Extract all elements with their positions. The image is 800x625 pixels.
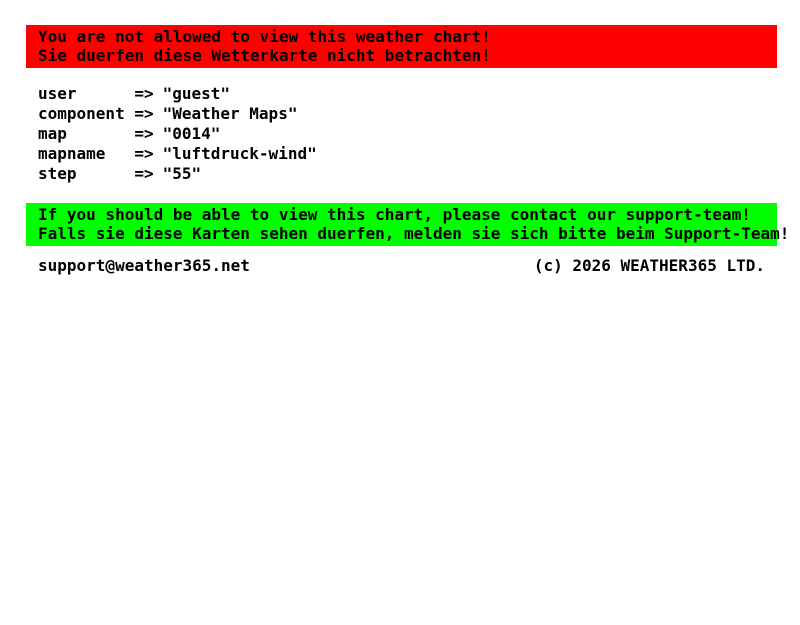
- error-message-en: You are not allowed to view this weather chart!: [38, 27, 491, 46]
- detail-row-user: [38, 84, 800, 104]
- arrow-glyph: =>: [134, 144, 154, 163]
- detail-value: "Weather Maps": [162, 104, 298, 123]
- detail-key: user: [38, 84, 77, 103]
- detail-row-map: [38, 124, 800, 144]
- detail-key: map: [38, 124, 67, 143]
- arrow-glyph: =>: [134, 84, 154, 103]
- footer: [26, 256, 777, 276]
- detail-value: "guest": [162, 84, 231, 103]
- error-message-de: Sie duerfen diese Wetterkarte nicht betrachten!: [38, 46, 491, 65]
- detail-key: mapname: [38, 144, 106, 163]
- arrow-glyph: =>: [134, 124, 154, 143]
- arrow-glyph: =>: [134, 104, 154, 123]
- detail-row-step: [38, 164, 800, 184]
- detail-row-component: [38, 104, 800, 124]
- detail-key: step: [38, 164, 77, 183]
- detail-value: "0014": [162, 124, 221, 143]
- info-message-en: If you should be able to view this chart, please contact our support-team!: [38, 205, 751, 224]
- info-banner: [26, 203, 790, 246]
- support-email: support@weather365.net: [38, 256, 250, 275]
- arrow-glyph: =>: [134, 164, 154, 183]
- error-banner: [26, 25, 777, 68]
- detail-row-mapname: [38, 144, 800, 164]
- copyright-notice: (c) 2026 WEATHER365 LTD.: [533, 256, 765, 275]
- request-details: [38, 84, 800, 184]
- info-message-de: Falls sie diese Karten sehen duerfen, melden sie sich bitte beim Support-Team!: [38, 224, 790, 243]
- detail-key: component: [38, 104, 125, 123]
- detail-value: "luftdruck-wind": [162, 144, 317, 163]
- detail-value: "55": [162, 164, 202, 183]
